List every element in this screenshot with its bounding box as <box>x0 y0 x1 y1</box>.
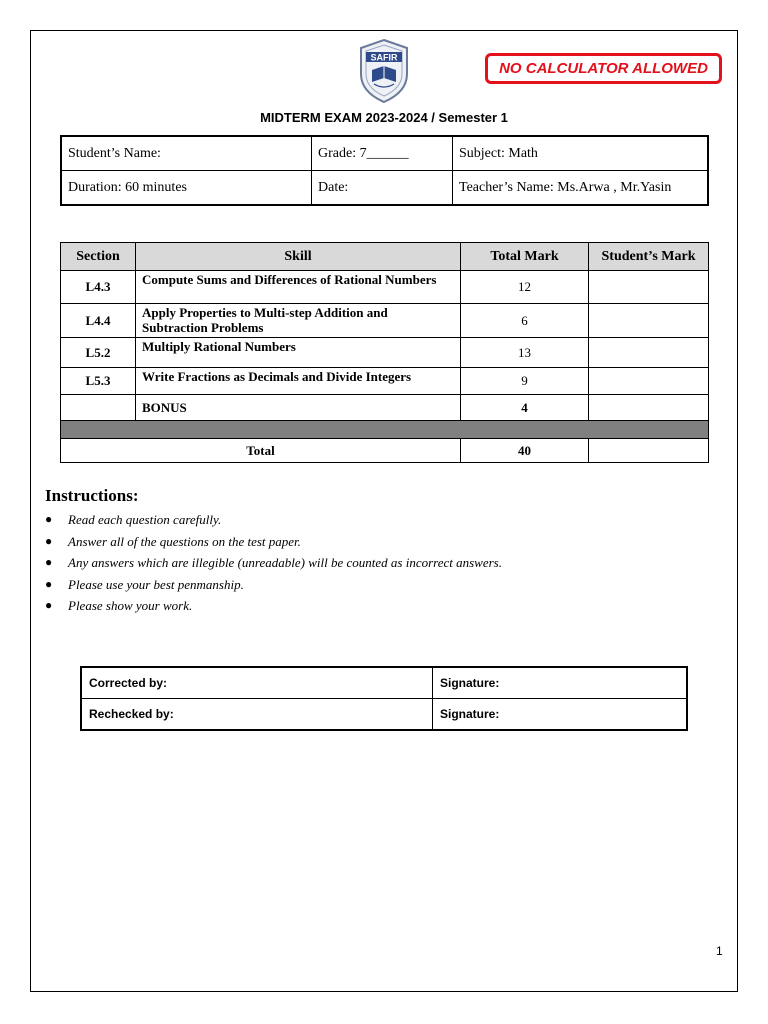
skill-cell: Apply Properties to Multi-step Addition and Subtraction Problems <box>136 304 461 338</box>
table-row <box>61 304 709 338</box>
logo-text: SAFIR <box>370 52 398 63</box>
duration-field: Duration: 60 minutes <box>61 171 312 206</box>
rechecked-by-field: Rechecked by: <box>81 699 433 731</box>
signature-field: Signature: <box>433 667 688 699</box>
student-mark-cell <box>589 395 709 421</box>
date-field: Date: <box>312 171 453 206</box>
total-mark-cell: 4 <box>461 395 589 421</box>
grade-field: Grade: 7______ <box>312 136 453 171</box>
bullet-icon: ● <box>45 512 53 526</box>
school-logo <box>357 38 411 104</box>
signature-field: Signature: <box>433 699 688 731</box>
total-mark-cell: 9 <box>461 368 589 395</box>
page-number: 1 <box>716 944 723 958</box>
table-row <box>61 338 709 368</box>
skill-cell: BONUS <box>136 395 461 421</box>
student-info-table <box>60 135 709 206</box>
section-cell: L4.4 <box>61 304 136 338</box>
student-total-cell <box>589 439 709 463</box>
list-item: ● Any answers which are illegible (unreadable) will be counted as incorrect answers. <box>45 555 502 570</box>
student-mark-header: Student’s Mark <box>589 243 709 271</box>
separator-row <box>61 421 709 439</box>
skill-cell: Write Fractions as Decimals and Divide Integers <box>136 368 461 395</box>
list-item: ● Answer all of the questions on the test paper. <box>45 533 301 549</box>
skill-cell: Multiply Rational Numbers <box>136 338 461 368</box>
table-row <box>61 271 709 304</box>
total-mark-header: Total Mark <box>461 243 589 271</box>
bullet-icon: ● <box>45 576 53 591</box>
marks-table <box>60 242 709 463</box>
table-row <box>61 395 709 421</box>
section-cell: L5.3 <box>61 368 136 395</box>
total-value: 40 <box>461 439 589 463</box>
list-item: ● Please use your best penmanship. <box>45 576 244 592</box>
total-row <box>61 439 709 463</box>
instructions-title: Instructions: <box>45 486 139 505</box>
instructions-list <box>45 512 502 620</box>
table-row <box>61 368 709 395</box>
bullet-icon: ● <box>45 555 53 569</box>
list-item: ● Please show your work. <box>45 598 193 613</box>
skill-header: Skill <box>136 243 461 271</box>
correction-table <box>80 666 688 731</box>
student-mark-cell <box>589 338 709 368</box>
total-mark-cell: 6 <box>461 304 589 338</box>
bullet-icon: ● <box>45 533 53 548</box>
exam-title: MIDTERM EXAM 2023-2024 / Semester 1 <box>260 110 508 125</box>
total-mark-cell: 13 <box>461 338 589 368</box>
section-cell <box>61 395 136 421</box>
section-header: Section <box>61 243 136 271</box>
corrected-by-field: Corrected by: <box>81 667 433 699</box>
skill-cell: Compute Sums and Differences of Rational Numbers <box>136 271 461 304</box>
no-calculator-warning: NO CALCULATOR ALLOWED <box>485 53 722 84</box>
student-mark-cell <box>589 304 709 338</box>
subject-field: Subject: Math <box>453 136 709 171</box>
student-name-field: Student’s Name: <box>61 136 312 171</box>
student-mark-cell <box>589 368 709 395</box>
total-label: Total <box>61 439 461 463</box>
total-mark-cell: 12 <box>461 271 589 304</box>
teacher-field: Teacher’s Name: Ms.Arwa , Mr.Yasin <box>453 171 709 206</box>
bullet-icon: ● <box>45 598 53 612</box>
list-item: ● Read each question carefully. <box>45 512 222 527</box>
student-mark-cell <box>589 271 709 304</box>
section-cell: L5.2 <box>61 338 136 368</box>
section-cell: L4.3 <box>61 271 136 304</box>
